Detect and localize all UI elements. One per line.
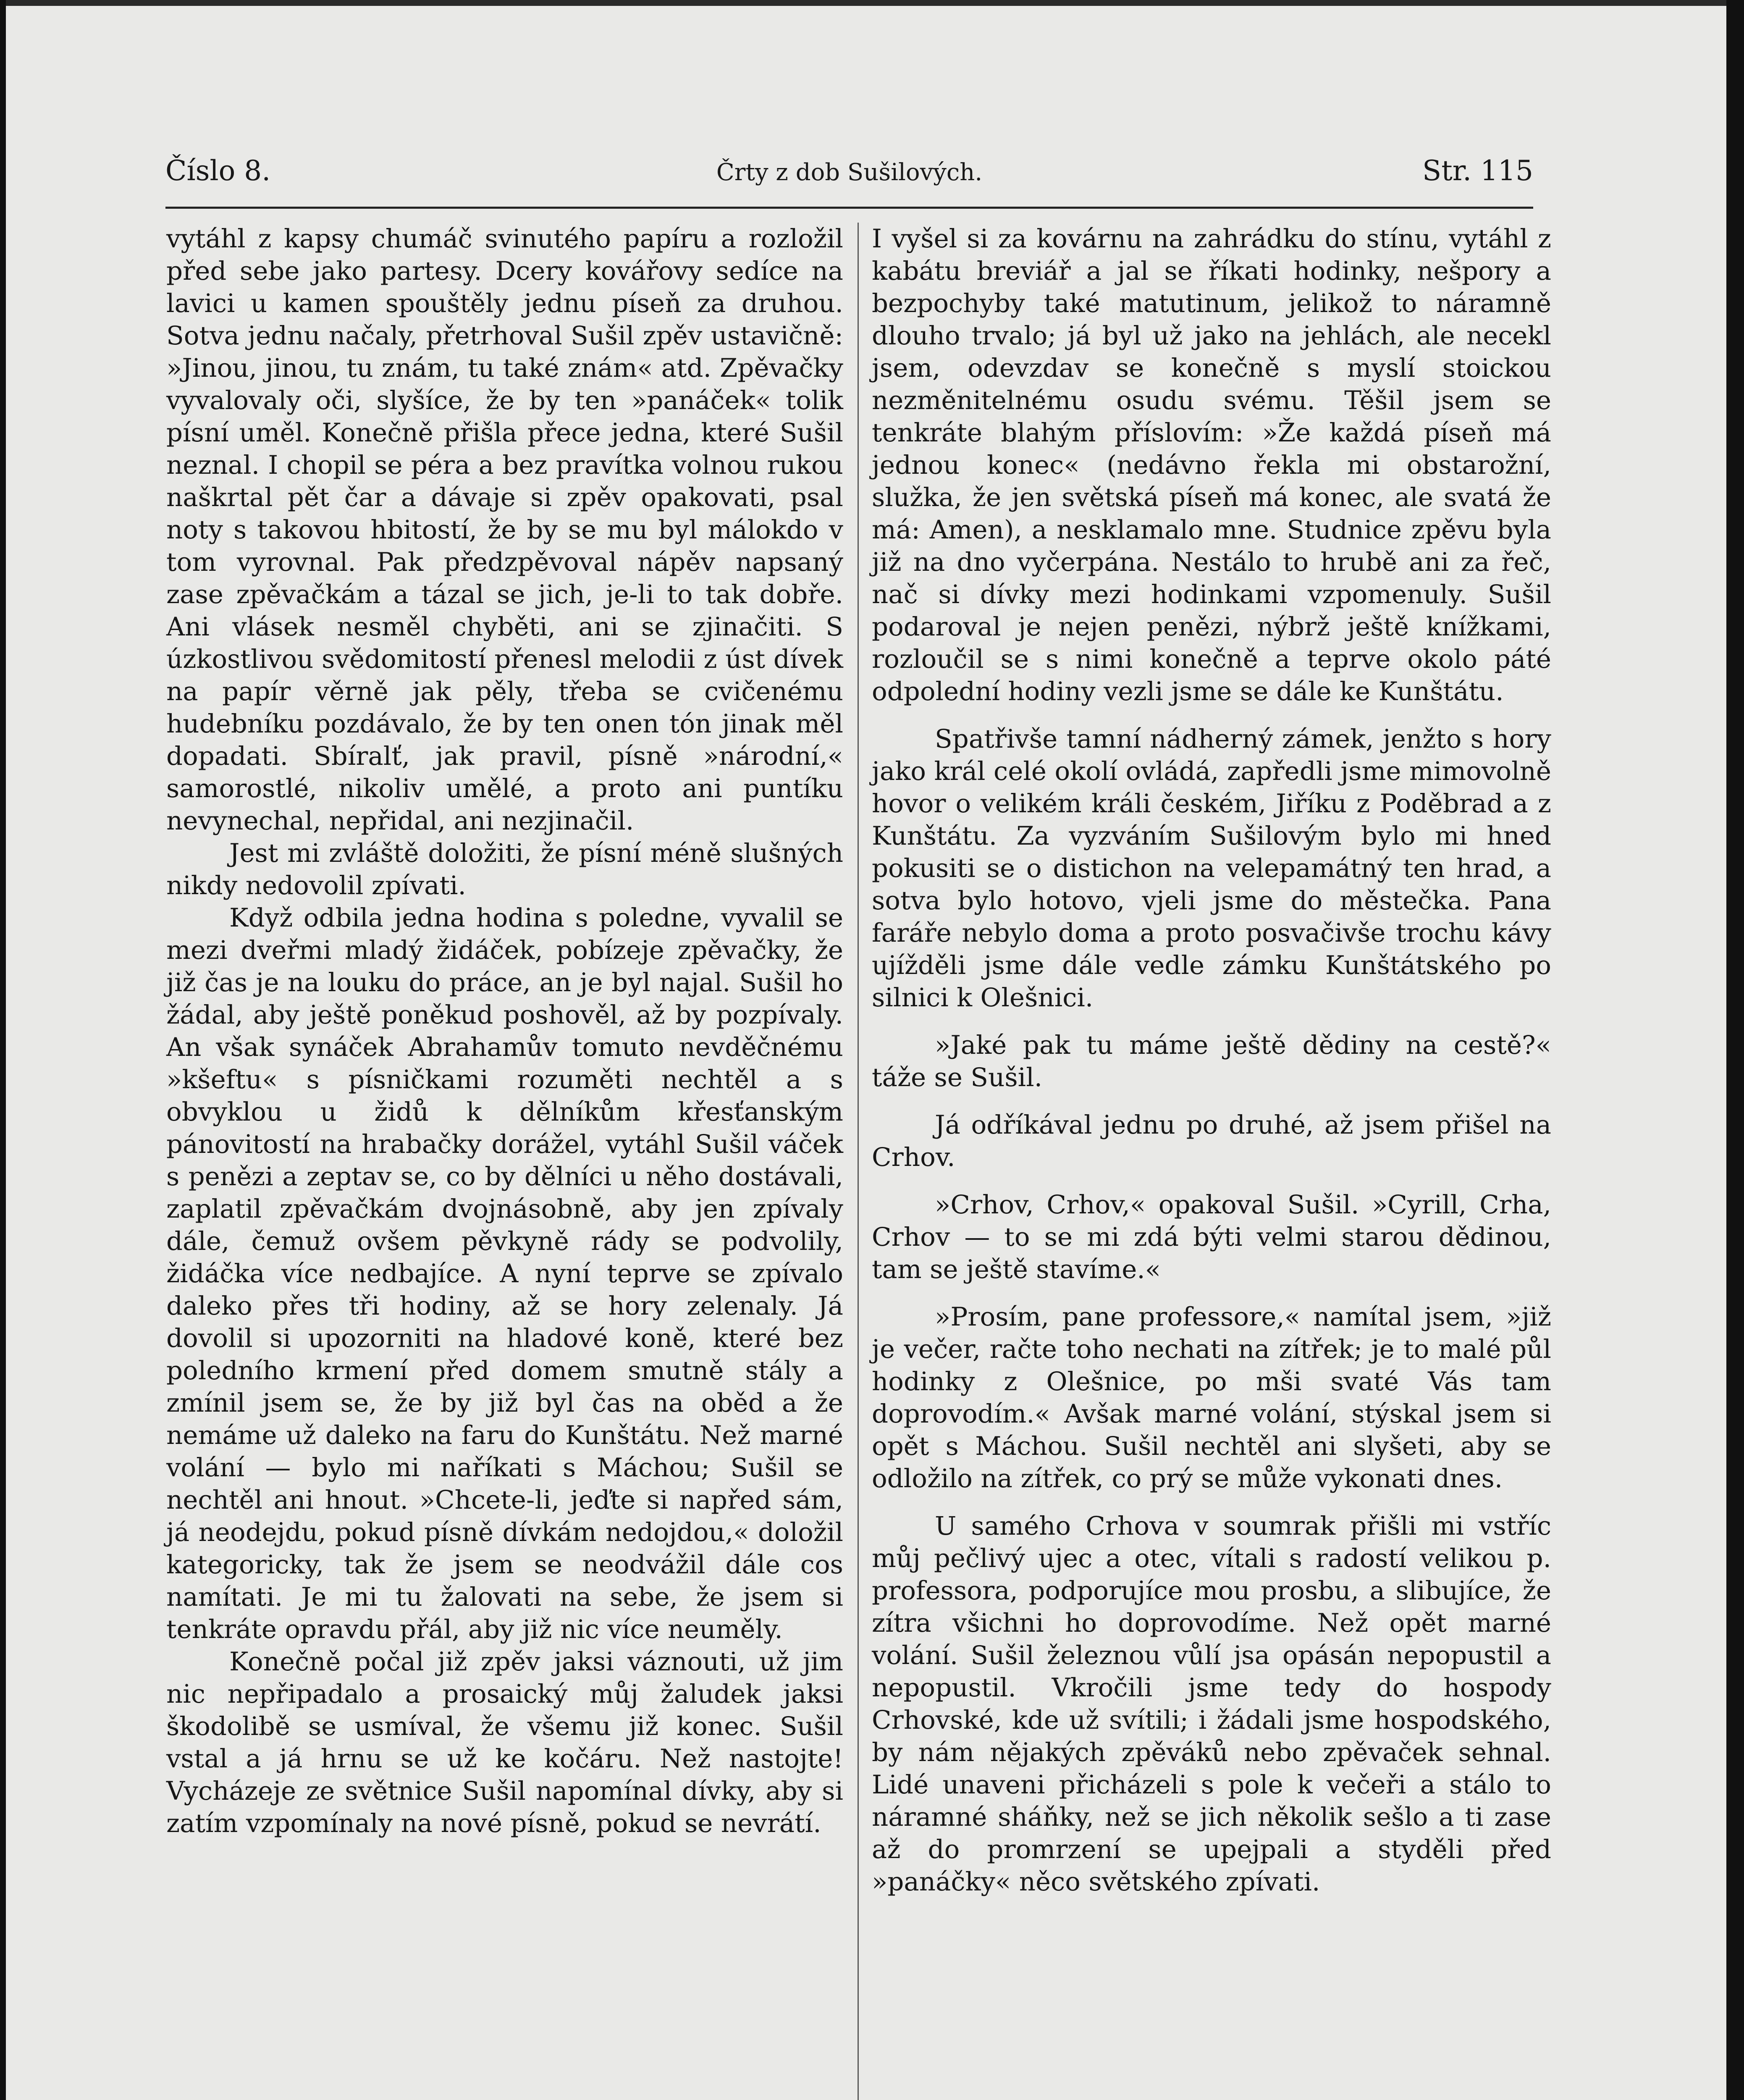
paragraph: »Prosím, pane professore,« namítal jsem, »již je večer, račte toho nechati na zítřek; je to malé půl hodinky z Olešnice, po mši svaté Vás tam doprovodím.« Avšak marné volání, stýskal jsem si opět s Máchou. Sušil nechtěl ani slyšeti, aby se odložilo na zítřek, co prý se může vykonati dnes. [872, 1302, 1551, 1494]
header-rule [165, 207, 1533, 209]
scan-edge [6, 0, 1726, 6]
paragraph: Spatřivše tamní nádherný zámek, jenžto s hory jako král celé okolí ovládá, zapředli jsme mimovolně hovor o velikém králi českém, Jiříku z Poděbrad a z Kunštátu. Za vyzváním Sušilovým bylo mi hned pokusiti se o distichon na velepamátný ten hrad, a sotva bylo hotovo, vjeli jsme do městečka. Pana faráře nebylo doma a proto posvačivše trochu kávy ujížděli jsme dále vedle zámku Kunštátského po silnici k Olešnici. [872, 724, 1551, 1013]
paragraph: Já odříkával jednu po druhé, až jsem přišel na Crhov. [872, 1110, 1551, 1172]
page-number: Str. 115 [1422, 155, 1533, 187]
paragraph: vytáhl z kapsy chumáč svinutého papíru a rozložil před sebe jako partesy. Dcery kovářovy sedíce na lavici u kamen spouštěly jednu píseň za druhou. Sotva jednu načaly, přetrhoval Sušil zpěv ustavičně: »Jinou, jinou, tu znám, tu také znám« atd. Zpěvačky vyvalovaly oči, slyšíce, že by ten »panáček« tolik písní uměl. Konečně přišla přece jedna, které Sušil neznal. I chopil se péra a bez pravítka volnou rukou naškrtal pět čar a dávaje si zpěv opakovati, psal noty s takovou hbitostí, že by se mu byl málokdo v tom vyrovnal. Pak předzpěvoval nápěv napsaný zase zpěvačkám a tázal se jich, je-li to tak dobře. Ani vlásek nesměl chyběti, ani se zjinačiti. S úzkostlivou svědomitostí přenesl melodii z úst dívek na papír věrně jak pěly, třeba se cvičenému hudebníku pozdávalo, že by ten onen tón jinak měl dopadati. Sbíralť, jak pravil, písně »národní,« samorostlé, nikoliv umělé, a proto ani puntíku nevynechal, nepřidal, ani nezjinačil. [166, 224, 843, 836]
right-column [872, 223, 1551, 2100]
paragraph: Jest mi zvláště doložiti, že písní méně slušných nikdy nedovolil zpívati. [166, 838, 843, 900]
running-header [165, 155, 1533, 205]
paragraph: »Jaké pak tu máme ještě dědiny na cestě?« táže se Sušil. [872, 1030, 1551, 1092]
left-column [166, 223, 843, 2100]
paragraph: Když odbila jedna hodina s poledne, vyvalil se mezi dveřmi mladý židáček, pobízeje zpěvačky, že již čas je na louku do práce, an je byl najal. Sušil ho žádal, aby ještě poněkud poshověl, až by pozpívaly. An však synáček Abrahamův tomuto nevděčnému »kšeftu« s písničkami rozuměti nechtěl a s obvyklou u židů k dělníkům křesťanským pánovitostí na hrabačky dorážel, vytáhl Sušil váček s penězi a zeptav se, co by dělníci u něho dostávali, zaplatil zpěvačkám dvojnásobně, aby jen zpívaly dále, čemuž ovšem pěvkyně rády se podvolily, židáčka více nedbajíce. A nyní teprve se zpívalo daleko přes tři hodiny, až se hory zelenaly. Já dovolil si upozorniti na hladové koně, které bez poledního krmení před domem smutně stály a zmínil jsem se, že by již byl čas na oběd a že nemáme už daleko na faru do Kunštátu. Než marné volání — bylo mi naříkati s Máchou; Sušil se nechtěl ani hnout. »Chcete-li, jeďte si napřed sám, já neodejdu, pokud písně dívkám nedojdou,« doložil kategoricky, tak že jsem se neodvážil dále cos namítati. Je mi tu žalovati na sebe, že jsem si tenkráte opravdu přál, aby již nic více neuměly. [166, 903, 843, 1644]
column-divider [858, 223, 859, 2100]
paragraph: U samého Crhova v soumrak přišli mi vstříc můj pečlivý ujec a otec, vítali s radostí velikou p. professora, podporujíce mou prosbu, a slibujíce, že zítra všichni ho doprovodíme. Než opět marné volání. Sušil železnou vůlí jsa opásán nepopustil a nepopustil. Vkročili jsme tedy do hospody Crhovské, kde už svítili; i žádali jsme hospodského, by nám nějakých zpěváků nebo zpěvaček sehnal. Lidé unaveni přicházeli s pole k večeři a stálo to náramné sháňky, než se jich několik sešlo a ti zase až do promrzení se upejpali a styděli před »panáčky« něco světského zpívati. [872, 1511, 1551, 1897]
paragraph: »Crhov, Crhov,« opakoval Sušil. »Cyrill, Crha, Crhov — to se mi zdá býti velmi starou dědinou, tam se ještě stavíme.« [872, 1190, 1551, 1284]
paragraph: Konečně počal již zpěv jaksi váznouti, už jim nic nepřipadalo a prosaický můj žaludek jaksi škodolibě se usmíval, že všemu již konec. Sušil vstal a já hrnu se už ke kočáru. Než nastojte! Vycházeje ze světnice Sušil napomínal dívky, aby si zatím vzpomínaly na nové písně, pokud se nevrátí. [166, 1647, 843, 1838]
running-title: Črty z dob Sušilových. [716, 159, 983, 186]
issue-number: Číslo 8. [165, 155, 271, 187]
paragraph: I vyšel si za kovárnu na zahrádku do stínu, vytáhl z kabátu breviář a jal se říkati hodinky, nešpory a bezpochyby také matutinum, jelikož to náramně dlouho trvalo; já byl už jako na jehlách, ale necekl jsem, odevzdav se konečně s myslí stoickou nezměnitelnému osudu svému. Těšil jsem se tenkráte blahým příslovím: »Že každá píseň má jednou konec« (nedávno řekla mi obstarožní, služka, že jen světská píseň má konec, ale svatá že má: Amen), a nesklamalo mne. Studnice zpěvu byla již na dno vyčerpána. Nestálo to hrubě ani za řeč, nač si dívky mezi hodinkami vzpomenuly. Sušil podaroval je nejen penězi, nýbrž ještě knížkami, rozloučil se s nimi konečně a teprve okolo páté odpolední hodiny vezli jsme se dále ke Kunštátu. [872, 224, 1551, 706]
